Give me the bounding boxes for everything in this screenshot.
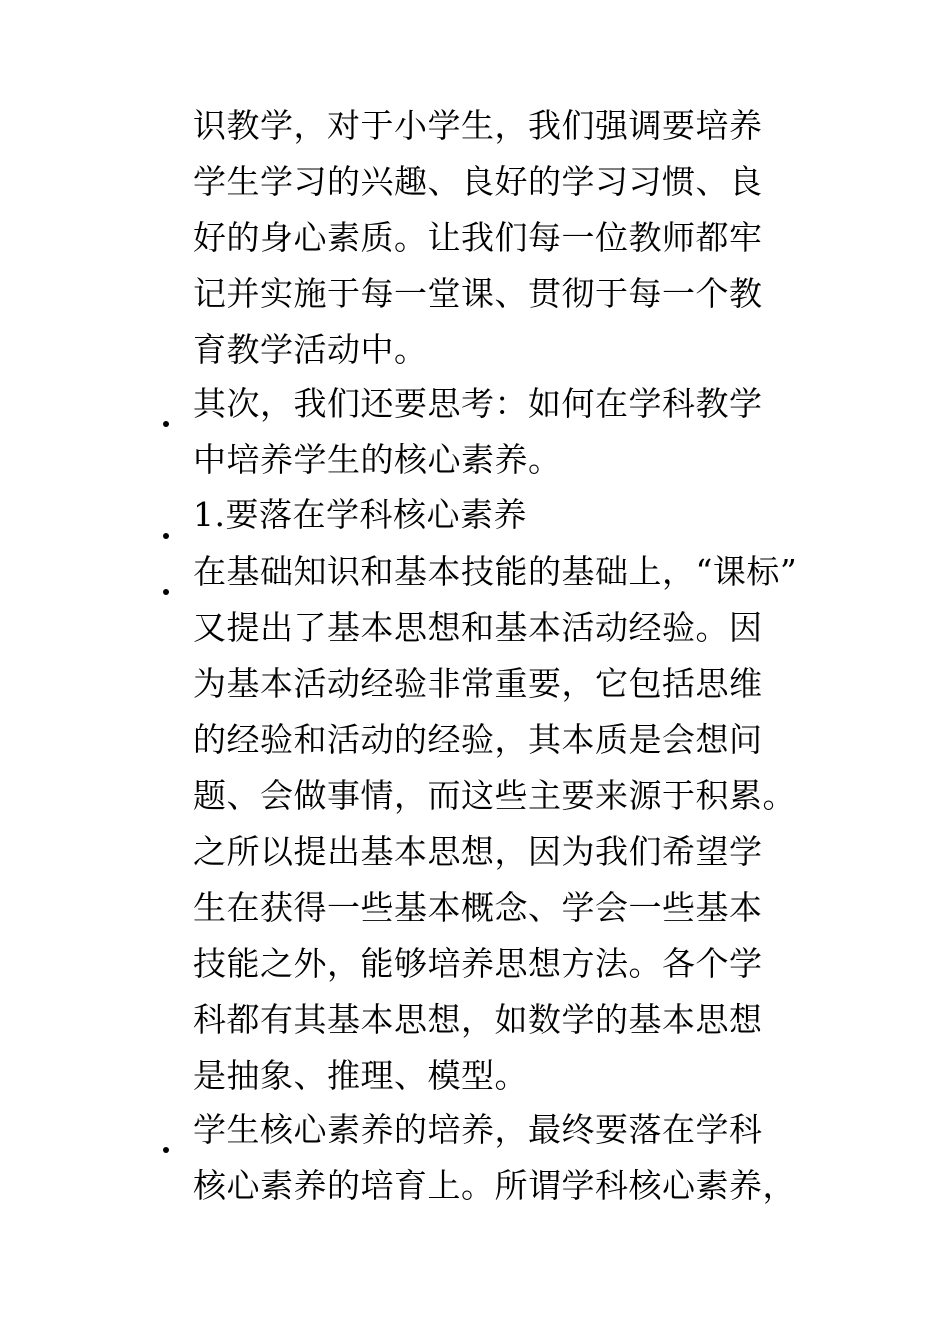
- text-line: 科都有其基本思想，如数学的基本思想: [193, 1000, 763, 1039]
- text-line: 生在获得一些基本概念、学会一些基本: [193, 888, 763, 927]
- bullet-icon: [163, 533, 169, 539]
- text-line: 题、会做事情，而这些主要来源于积累。: [193, 776, 796, 815]
- paragraph-4: [193, 544, 893, 1104]
- bullet-icon: [163, 1147, 169, 1153]
- text-line: 学生学习的兴趣、良好的学习习惯、良: [193, 162, 763, 201]
- text-line: 记并实施于每一堂课、贯彻于每一个教: [193, 274, 763, 313]
- section-heading: 1.要落在学科核心素养: [193, 495, 527, 534]
- text-line: 其次，我们还要思考：如何在学科教学: [193, 384, 763, 423]
- text-line: 中培养学生的核心素养。: [193, 440, 562, 479]
- text-line: 是抽象、推理、模型。: [193, 1056, 528, 1095]
- text-line: 在基础知识和基本技能的基础上，“课标”: [193, 552, 798, 591]
- text-line: 识教学，对于小学生，我们强调要培养: [193, 106, 763, 145]
- text-line: 的经验和活动的经验，其本质是会想问: [193, 720, 763, 759]
- text-line: 育教学活动中。: [193, 330, 428, 369]
- text-line: 核心素养的培育上。所谓学科核心素养，: [193, 1166, 796, 1205]
- text-line: 之所以提出基本思想，因为我们希望学: [193, 832, 763, 871]
- bullet-icon: [163, 589, 169, 595]
- text-line: 为基本活动经验非常重要，它包括思维: [193, 664, 763, 703]
- paragraph-5: [193, 1102, 893, 1214]
- text-line: 技能之外，能够培养思想方法。各个学: [193, 944, 763, 983]
- bullet-icon: [163, 421, 169, 427]
- paragraph-1: [193, 98, 893, 378]
- paragraph-2: [193, 376, 893, 488]
- text-line: 好的身心素质。让我们每一位教师都牢: [193, 218, 763, 257]
- text-line: 又提出了基本思想和基本活动经验。因: [193, 608, 763, 647]
- paragraph-3-heading: [193, 487, 893, 543]
- text-line: 学生核心素养的培养，最终要落在学科: [193, 1110, 763, 1149]
